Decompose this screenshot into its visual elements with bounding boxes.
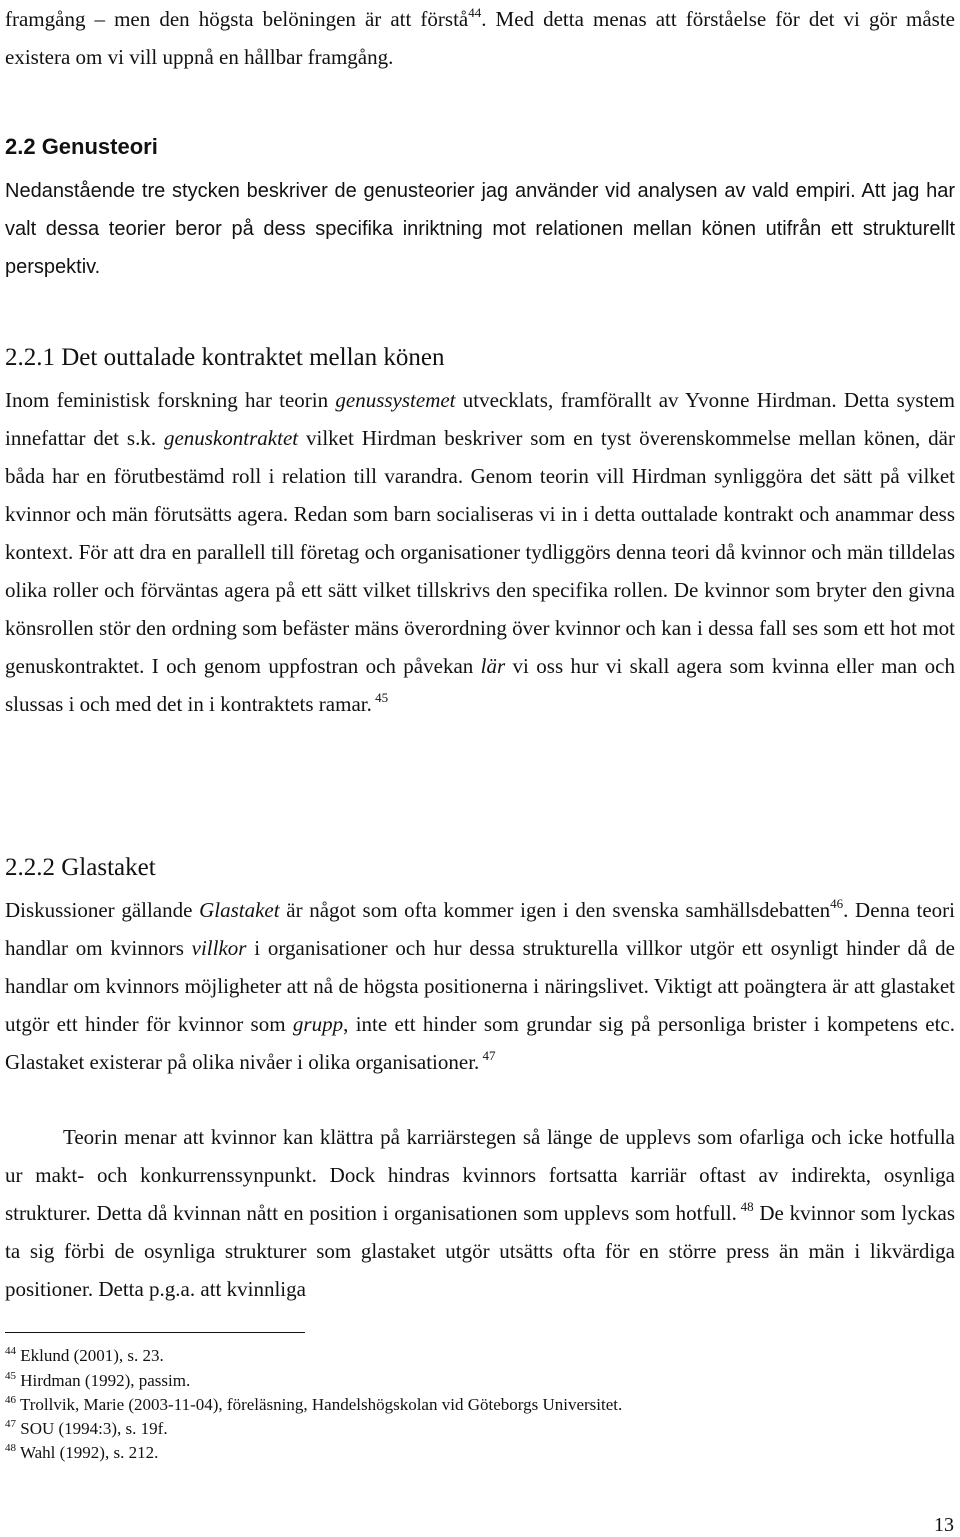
footnote-text: Eklund (2001), s. 23. (16, 1346, 164, 1365)
footnote-text: Wahl (1992), s. 212. (16, 1443, 159, 1462)
footnote-number: 44 (5, 1345, 16, 1357)
section-heading-2-2-2: 2.2.2 Glastaket (5, 854, 156, 881)
section-heading-2-2-1: 2.2.1 Det outtalade kontraktet mellan könen (5, 344, 445, 371)
text-run: vi oss hur vi skall agera som kvinna eller man och slussas i och med det in i kontraktets ramar. (5, 654, 955, 716)
footnote-ref-48[interactable]: 48 (736, 1199, 754, 1214)
section-heading-2-2: 2.2 Genusteori (5, 134, 158, 159)
footnote-text: SOU (1994:3), s. 19f. (16, 1419, 168, 1438)
footnote-ref-46[interactable]: 46 (830, 896, 844, 911)
footnote-47 (5, 1419, 168, 1439)
footnote-number: 46 (5, 1394, 16, 1406)
text-run: vilket Hirdman beskriver som en tyst överenskommelse mellan könen, där båda har en förutbestämd roll i relation till varandra. Genom teorin vill Hirdman synliggöra det sätt på vilket kvinnor och män förutsätts agera. Redan som barn socialiseras vi in i detta outtalade kontrakt och anammar dess kontext. För att dra en parallell till företag och organisationer tydliggörs denna teori då kvinnor och män tilldelas olika roller och förväntas agera på ett sätt vilket tillskrivs den specifika rollen. De kvinnor som bryter den givna könsrollen stör den ordning som befäster mäns överordning över kvinnor och kan i dessa fall ses som ett hot mot genuskontraktet. I och genom uppfostran och påvekan (5, 426, 955, 678)
emphasis: Glastaket (199, 898, 280, 922)
emphasis: genussystemet (335, 388, 456, 412)
section-2-2-paragraph: Nedanstående tre stycken beskriver de genusteorier jag använder vid analysen av vald empiri. Att jag har valt dessa teorier beror på dess specifika inriktning mot relationen mellan könen utifrån ett strukturellt perspektiv. (5, 180, 955, 278)
emphasis: grupp (292, 1012, 344, 1036)
emphasis: genuskontraktet (163, 426, 299, 450)
intro-paragraph (5, 0, 955, 76)
emphasis: lär (480, 654, 506, 678)
footnote-text: Trollvik, Marie (2003-11-04), föreläsning, Handelshögskolan vid Göteborgs Universitet. (16, 1395, 623, 1414)
footnote-number: 48 (5, 1442, 16, 1454)
footnote-number: 47 (5, 1418, 16, 1430)
text-run: . Denna teori handlar om kvinnors (5, 898, 956, 960)
emphasis: villkor (191, 936, 247, 960)
text-run: Diskussioner gällande (5, 898, 200, 922)
footnote-text: Hirdman (1992), passim. (16, 1371, 191, 1390)
footnote-48 (5, 1443, 158, 1463)
text-run: framgång – men den högsta belöningen är att förstå (5, 7, 469, 31)
text-run: är något som ofta kommer igen i den svenska samhällsdebatten (279, 898, 831, 922)
page-number: 13 (934, 1514, 954, 1536)
section-2-2-2-paragraph-2 (5, 1118, 955, 1308)
footnote-ref-47[interactable]: 47 (479, 1048, 496, 1063)
footnote-ref-44[interactable]: 44 (468, 5, 482, 20)
text-run: De kvinnor som lyckas ta sig förbi de osynliga strukturer som glastaket utgör utsätts ofta för en större press än män i likvärdiga positioner. Detta p.g.a. att kvinnliga (5, 1201, 955, 1301)
text-run: i organisationer och hur dessa strukturella villkor utgör ett osynligt hinder då de handlar om kvinnors möjligheter att nå de högsta positionerna i näringslivet. Viktigt att poängtera är att glastaket utgör ett hinder för kvinnor som (5, 936, 955, 1036)
text-run: . Med detta menas att förståelse för det vi gör måste existera om vi vill uppnå en hållbar framgång. (5, 7, 956, 69)
section-2-2-2-paragraph-1 (5, 891, 955, 1081)
text-run: Teorin menar att kvinnor kan klättra på karriärstegen så länge de upplevs som ofarliga och icke hotfulla ur makt- och konkurrenssynpunkt. Dock hindras kvinnors fortsatta karriär oftast av indirekta, osynliga strukturer. Detta då kvinnan nått en position i organisationen som upplevs som hotfull. (5, 1125, 955, 1225)
footnote-46 (5, 1395, 622, 1415)
footnote-number: 45 (5, 1370, 16, 1382)
footnote-45 (5, 1371, 190, 1391)
text-run: utvecklats, framförallt av Yvonne Hirdman. Detta system innefattar det s.k. (5, 388, 955, 450)
footnote-44 (5, 1346, 164, 1366)
text-run: , inte ett hinder som grundar sig på personliga brister i kompetens etc. Glastaket existerar på olika nivåer i olika organisationer. (5, 1012, 955, 1074)
section-2-2-1-paragraph (5, 381, 955, 723)
text-run: Inom feministisk forskning har teorin (5, 388, 336, 412)
footnote-ref-45[interactable]: 45 (371, 690, 389, 705)
footnote-separator (5, 1332, 305, 1333)
